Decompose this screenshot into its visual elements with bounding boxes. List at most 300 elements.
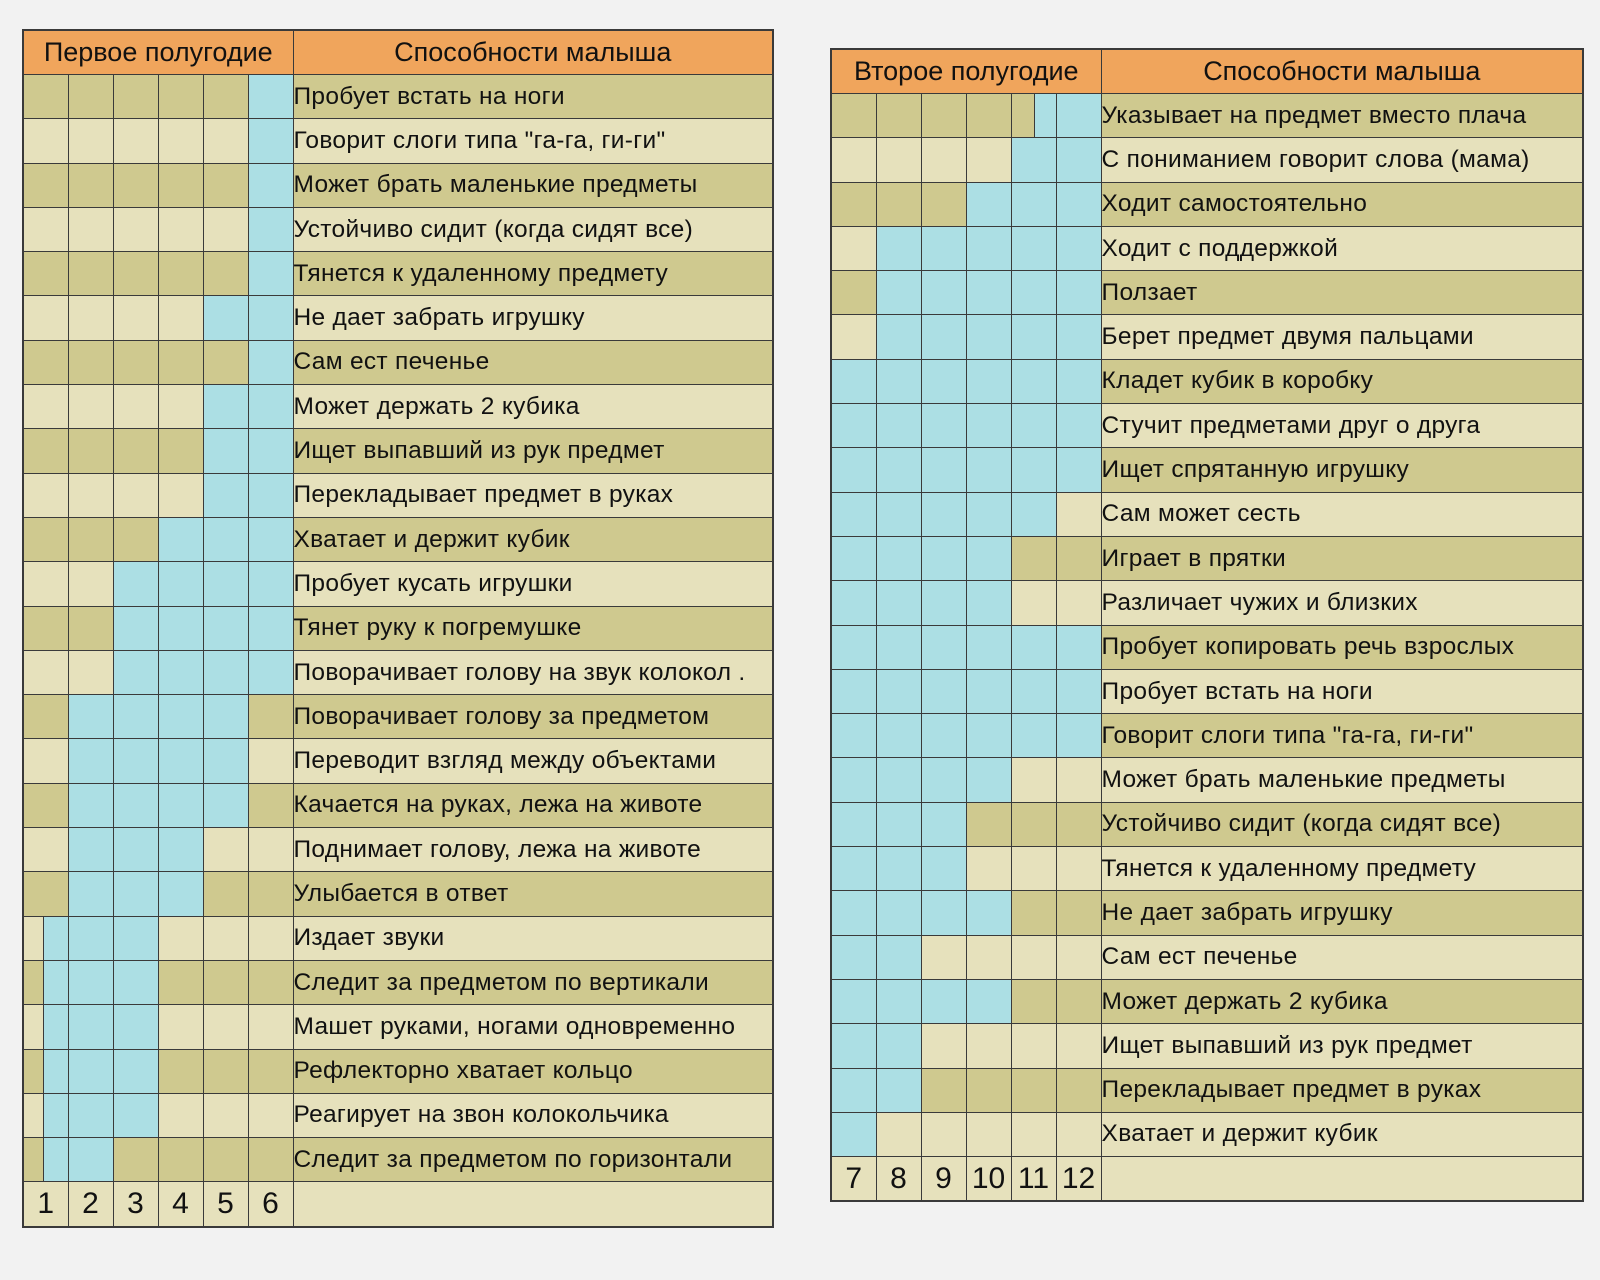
- month-cell: [876, 891, 921, 935]
- month-cell: [158, 119, 203, 163]
- skill-label: Пробует встать на ноги: [1101, 669, 1583, 713]
- month-cell: [158, 252, 203, 296]
- month-cell: [1056, 536, 1101, 580]
- skill-label: Пробует встать на ноги: [293, 75, 773, 119]
- skill-row: [23, 1049, 773, 1093]
- month-cell: [876, 226, 921, 270]
- month-cell: [966, 448, 1011, 492]
- month-cell: [113, 739, 158, 783]
- skill-row: [831, 891, 1583, 935]
- month-cell: [1011, 94, 1056, 138]
- month-cell: [831, 315, 876, 359]
- month-cell: [1011, 1024, 1056, 1068]
- month-cell: [23, 517, 68, 561]
- skill-label: Берет предмет двумя пальцами: [1101, 315, 1583, 359]
- month-cell: [831, 182, 876, 226]
- month-cell: [23, 429, 68, 473]
- month-cell: [158, 385, 203, 429]
- month-cell: [876, 714, 921, 758]
- skill-row: [831, 581, 1583, 625]
- month-cell: [248, 872, 293, 916]
- month-cell: [158, 960, 203, 1004]
- month-numbers-filler: [1101, 1157, 1583, 1202]
- month-cell: [876, 492, 921, 536]
- month-cell: [203, 739, 248, 783]
- month-cell: [203, 1138, 248, 1182]
- month-cell: [158, 473, 203, 517]
- month-cell: [23, 739, 68, 783]
- month-cell: [203, 872, 248, 916]
- skill-row: [23, 739, 773, 783]
- month-cell: [966, 625, 1011, 669]
- skill-label: Перекладывает предмет в руках: [293, 473, 773, 517]
- month-cell: [1011, 315, 1056, 359]
- month-cell: [68, 562, 113, 606]
- month-cell: [248, 340, 293, 384]
- month-cell: [1056, 448, 1101, 492]
- month-cell: [248, 75, 293, 119]
- month-number: 12: [1056, 1157, 1101, 1202]
- month-cell: [68, 385, 113, 429]
- skill-label: Ползает: [1101, 271, 1583, 315]
- month-cell: [23, 163, 68, 207]
- month-cell: [876, 315, 921, 359]
- skills-grid: [831, 94, 1583, 1202]
- second-half-year-table: [830, 48, 1584, 1202]
- month-cell: [68, 828, 113, 872]
- skills-header: Способности малыша: [293, 30, 773, 75]
- month-cell: [966, 802, 1011, 846]
- month-cell: [1011, 758, 1056, 802]
- skill-row: [23, 517, 773, 561]
- skill-row: [23, 119, 773, 163]
- skill-label: С пониманием говорит слова (мама): [1101, 138, 1583, 182]
- skill-label: Не дает забрать игрушку: [1101, 891, 1583, 935]
- month-cell-split: [24, 1094, 44, 1137]
- month-cell: [113, 252, 158, 296]
- month-cell: [921, 138, 966, 182]
- month-cell: [1056, 492, 1101, 536]
- month-cell: [831, 492, 876, 536]
- month-cell: [68, 650, 113, 694]
- month-cell: [68, 872, 113, 916]
- skill-label: Реагирует на звон колокольчика: [293, 1093, 773, 1137]
- month-cell: [158, 828, 203, 872]
- month-cell: [158, 1005, 203, 1049]
- skill-label: Сам может сесть: [1101, 492, 1583, 536]
- month-cell: [203, 1049, 248, 1093]
- month-cell: [248, 517, 293, 561]
- month-cell: [68, 960, 113, 1004]
- skill-label: Играет в прятки: [1101, 536, 1583, 580]
- month-cell: [831, 226, 876, 270]
- month-cell: [1011, 625, 1056, 669]
- month-cell: [248, 473, 293, 517]
- month-cell: [113, 872, 158, 916]
- month-cell: [876, 271, 921, 315]
- month-cell: [23, 385, 68, 429]
- month-cell: [966, 669, 1011, 713]
- skill-label: Ищет выпавший из рук предмет: [293, 429, 773, 473]
- month-cell: [921, 359, 966, 403]
- skill-row: [831, 138, 1583, 182]
- month-cell: [966, 979, 1011, 1023]
- month-cell: [1056, 625, 1101, 669]
- month-cell: [113, 75, 158, 119]
- month-cell: [23, 562, 68, 606]
- month-cell: [921, 758, 966, 802]
- month-cell: [113, 119, 158, 163]
- month-cell: [921, 935, 966, 979]
- month-cell: [203, 1005, 248, 1049]
- month-number: 3: [113, 1182, 158, 1227]
- month-cell-split: [24, 1005, 44, 1048]
- month-cell: [23, 75, 68, 119]
- skill-row: [23, 960, 773, 1004]
- month-cell: [203, 429, 248, 473]
- month-cell: [23, 119, 68, 163]
- skill-row: [23, 695, 773, 739]
- month-cell: [966, 271, 1011, 315]
- skill-row: [831, 226, 1583, 270]
- month-cell: [921, 1024, 966, 1068]
- month-cell: [248, 783, 293, 827]
- month-cell: [68, 1049, 113, 1093]
- month-cell: [831, 536, 876, 580]
- month-cell: [876, 935, 921, 979]
- month-cell: [876, 1112, 921, 1156]
- month-cell: [876, 581, 921, 625]
- skills-header: Способности малыша: [1101, 49, 1583, 94]
- month-cell: [876, 1024, 921, 1068]
- month-numbers-filler: [293, 1182, 773, 1227]
- month-cell: [966, 492, 1011, 536]
- month-number: 5: [203, 1182, 248, 1227]
- period-header: Второе полугодие: [831, 49, 1101, 94]
- month-cell: [1056, 1068, 1101, 1112]
- skill-label: Сам ест печенье: [293, 340, 773, 384]
- month-cell: [1056, 1024, 1101, 1068]
- skill-row: [23, 207, 773, 251]
- month-cell: [113, 1138, 158, 1182]
- skill-row: [23, 606, 773, 650]
- month-cell: [248, 562, 293, 606]
- month-cell: [1056, 1112, 1101, 1156]
- month-cell: [1056, 182, 1101, 226]
- month-cell: [203, 385, 248, 429]
- month-cell: [248, 1138, 293, 1182]
- month-cell: [1056, 714, 1101, 758]
- month-cell: [68, 163, 113, 207]
- month-cell: [831, 935, 876, 979]
- month-cell: [831, 714, 876, 758]
- month-cell: [203, 960, 248, 1004]
- skill-row: [831, 492, 1583, 536]
- skill-label: Тянется к удаленному предмету: [1101, 847, 1583, 891]
- month-cell: [248, 207, 293, 251]
- month-cell: [1011, 935, 1056, 979]
- month-cell: [831, 404, 876, 448]
- month-cell: [1056, 404, 1101, 448]
- skill-row: [23, 650, 773, 694]
- month-cell: [876, 847, 921, 891]
- month-cell: [1056, 802, 1101, 846]
- skill-label: Хватает и держит кубик: [293, 517, 773, 561]
- month-cell: [1056, 935, 1101, 979]
- skill-row: [831, 1112, 1583, 1156]
- month-cell: [966, 138, 1011, 182]
- month-cell: [203, 75, 248, 119]
- month-cell: [113, 429, 158, 473]
- skill-row: [23, 1138, 773, 1182]
- month-cell: [831, 359, 876, 403]
- month-cell: [113, 1005, 158, 1049]
- month-cell: [876, 138, 921, 182]
- month-cell: [68, 473, 113, 517]
- month-cell: [1011, 979, 1056, 1023]
- month-cell: [1056, 94, 1101, 138]
- skill-label: Кладет кубик в коробку: [1101, 359, 1583, 403]
- month-cell: [248, 828, 293, 872]
- skill-row: [23, 916, 773, 960]
- month-cell: [203, 828, 248, 872]
- month-cell: [1011, 226, 1056, 270]
- month-cell-split: [24, 1050, 44, 1093]
- month-cell: [68, 340, 113, 384]
- month-cell: [158, 340, 203, 384]
- month-cell: [158, 296, 203, 340]
- month-cell: [1056, 669, 1101, 713]
- month-cell: [831, 979, 876, 1023]
- month-cell: [113, 606, 158, 650]
- month-cell: [876, 625, 921, 669]
- month-cell: [831, 625, 876, 669]
- month-cell: [158, 1093, 203, 1137]
- skill-row: [831, 935, 1583, 979]
- month-cell: [966, 404, 1011, 448]
- month-cell: [921, 492, 966, 536]
- month-cell: [831, 1112, 876, 1156]
- month-cell: [921, 1112, 966, 1156]
- month-cell: [921, 94, 966, 138]
- month-cell: [158, 517, 203, 561]
- month-cell: [158, 872, 203, 916]
- skill-row: [23, 1005, 773, 1049]
- skill-label: Говорит слоги типа "га-га, ги-ги": [1101, 714, 1583, 758]
- skill-row: [831, 669, 1583, 713]
- month-cell: [248, 119, 293, 163]
- month-number: 8: [876, 1157, 921, 1202]
- month-cell: [113, 562, 158, 606]
- month-cell: [921, 979, 966, 1023]
- month-cell: [1011, 271, 1056, 315]
- month-cell: [966, 536, 1011, 580]
- month-cell: [876, 669, 921, 713]
- month-cell: [1056, 758, 1101, 802]
- month-cell: [113, 650, 158, 694]
- month-cell: [113, 473, 158, 517]
- skill-label: Хватает и держит кубик: [1101, 1112, 1583, 1156]
- month-cell: [831, 138, 876, 182]
- month-cell: [876, 182, 921, 226]
- month-cell: [113, 340, 158, 384]
- month-cell: [203, 163, 248, 207]
- skill-label: Ищет выпавший из рук предмет: [1101, 1024, 1583, 1068]
- month-cell: [203, 340, 248, 384]
- month-cell: [248, 296, 293, 340]
- month-cell: [248, 650, 293, 694]
- month-cell: [158, 650, 203, 694]
- skill-label: Ищет спрятанную игрушку: [1101, 448, 1583, 492]
- month-cell: [248, 1005, 293, 1049]
- skill-row: [23, 296, 773, 340]
- month-cell: [203, 252, 248, 296]
- month-cell: [921, 1068, 966, 1112]
- month-cell: [1011, 669, 1056, 713]
- month-cell: [23, 650, 68, 694]
- month-cell: [68, 296, 113, 340]
- month-cell: [23, 916, 68, 960]
- skill-label: Улыбается в ответ: [293, 872, 773, 916]
- month-cell: [966, 226, 1011, 270]
- month-cell: [966, 94, 1011, 138]
- month-cell: [68, 207, 113, 251]
- month-cell: [831, 581, 876, 625]
- month-cell: [921, 182, 966, 226]
- month-cell: [113, 207, 158, 251]
- month-number: 6: [248, 1182, 293, 1227]
- month-cell-split: [24, 1138, 44, 1181]
- month-cell: [966, 1024, 1011, 1068]
- month-cell: [113, 828, 158, 872]
- month-number: 1: [23, 1182, 68, 1227]
- skill-label: Может брать маленькие предметы: [1101, 758, 1583, 802]
- month-cell-split: [24, 961, 44, 1004]
- skill-row: [831, 448, 1583, 492]
- month-cell: [921, 536, 966, 580]
- month-cell: [831, 448, 876, 492]
- month-cell: [1011, 448, 1056, 492]
- skill-label: Может брать маленькие предметы: [293, 163, 773, 207]
- skill-row: [23, 163, 773, 207]
- month-cell: [1056, 847, 1101, 891]
- month-cell: [68, 252, 113, 296]
- skill-label: Может держать 2 кубика: [293, 385, 773, 429]
- month-cell: [966, 182, 1011, 226]
- month-cell: [23, 960, 68, 1004]
- month-cell: [203, 207, 248, 251]
- skill-row: [23, 562, 773, 606]
- month-cell: [921, 581, 966, 625]
- skill-label: Перекладывает предмет в руках: [1101, 1068, 1583, 1112]
- month-cell: [113, 783, 158, 827]
- month-number: 4: [158, 1182, 203, 1227]
- skill-row: [23, 252, 773, 296]
- skill-row: [831, 802, 1583, 846]
- month-cell: [158, 783, 203, 827]
- skill-label: Ходит с поддержкой: [1101, 226, 1583, 270]
- month-cell: [1056, 359, 1101, 403]
- month-cell: [876, 94, 921, 138]
- month-cell: [23, 340, 68, 384]
- month-cell: [68, 606, 113, 650]
- skill-label: Говорит слоги типа "га-га, ги-ги": [293, 119, 773, 163]
- month-cell: [966, 758, 1011, 802]
- month-cell: [248, 739, 293, 783]
- month-cell: [158, 562, 203, 606]
- month-cell: [113, 385, 158, 429]
- month-number: 9: [921, 1157, 966, 1202]
- month-cell: [831, 271, 876, 315]
- month-cell: [1011, 714, 1056, 758]
- month-cell: [248, 252, 293, 296]
- skill-label: Тянется к удаленному предмету: [293, 252, 773, 296]
- skill-label: Пробует кусать игрушки: [293, 562, 773, 606]
- month-cell: [203, 517, 248, 561]
- month-cell: [1011, 1068, 1056, 1112]
- skill-label: Поворачивает голову за предметом: [293, 695, 773, 739]
- month-cell: [248, 1093, 293, 1137]
- month-cell: [966, 315, 1011, 359]
- month-cell: [248, 1049, 293, 1093]
- skill-label: Различает чужих и близких: [1101, 581, 1583, 625]
- skill-row: [23, 75, 773, 119]
- month-cell: [921, 891, 966, 935]
- skill-row: [23, 429, 773, 473]
- skill-label: Следит за предметом по вертикали: [293, 960, 773, 1004]
- skill-row: [831, 758, 1583, 802]
- month-cell: [876, 1068, 921, 1112]
- skill-row: [23, 872, 773, 916]
- month-number: 2: [68, 1182, 113, 1227]
- month-cell: [876, 536, 921, 580]
- month-cell: [113, 695, 158, 739]
- skill-row: [831, 94, 1583, 138]
- month-cell: [23, 783, 68, 827]
- month-cell: [921, 802, 966, 846]
- month-cell: [966, 359, 1011, 403]
- month-cell: [248, 385, 293, 429]
- skill-row: [23, 1093, 773, 1137]
- month-cell-split: [1034, 94, 1057, 137]
- month-cell: [203, 119, 248, 163]
- skill-label: Поднимает голову, лежа на животе: [293, 828, 773, 872]
- month-cell: [921, 271, 966, 315]
- month-cell: [1011, 182, 1056, 226]
- skill-row: [831, 714, 1583, 758]
- month-cell: [23, 473, 68, 517]
- month-cell: [248, 695, 293, 739]
- month-cell: [966, 714, 1011, 758]
- month-cell: [158, 163, 203, 207]
- month-cell: [921, 448, 966, 492]
- month-cell: [1056, 581, 1101, 625]
- month-cell: [876, 448, 921, 492]
- month-cell: [158, 1049, 203, 1093]
- month-cell: [1011, 891, 1056, 935]
- month-cell: [23, 1138, 68, 1182]
- month-cell: [876, 979, 921, 1023]
- month-cell: [68, 1093, 113, 1137]
- skill-row: [831, 1068, 1583, 1112]
- month-cell: [966, 935, 1011, 979]
- first-half-year-table: [22, 29, 774, 1228]
- month-cell: [1011, 802, 1056, 846]
- month-cell: [158, 429, 203, 473]
- month-cell: [23, 296, 68, 340]
- month-cell: [1011, 847, 1056, 891]
- skill-row: [831, 315, 1583, 359]
